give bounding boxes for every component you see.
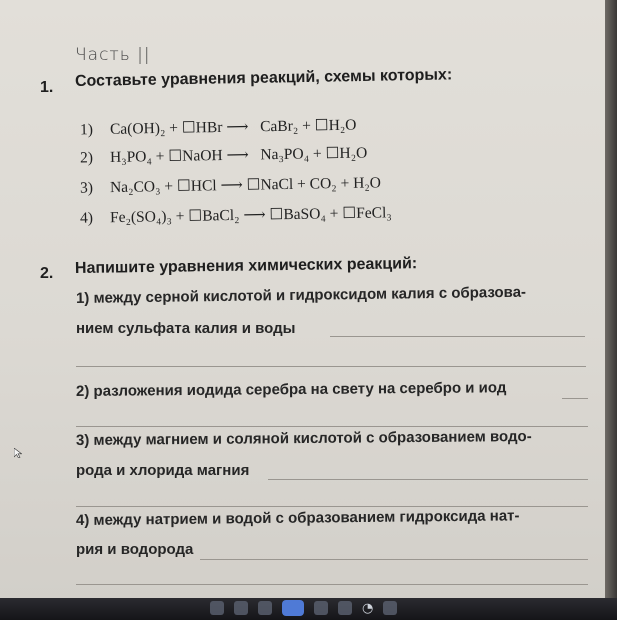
task1-title: Составьте уравнения реакций, схемы которых: bbox=[74, 66, 453, 90]
equation-number: 4) bbox=[79, 209, 94, 227]
equation-number: 2) bbox=[79, 149, 94, 167]
taskbar bbox=[0, 598, 617, 620]
taskbar-app-icon[interactable] bbox=[258, 601, 272, 615]
taskbar-browser-icon[interactable]: ◔ bbox=[362, 600, 374, 616]
task2-item-line: 1) между серной кислотой и гидроксидом калия с образова- bbox=[75, 283, 527, 307]
task1-number: 1. bbox=[40, 79, 54, 96]
answer-line bbox=[330, 336, 585, 337]
monitor-bezel bbox=[605, 0, 617, 620]
task2-title: Напишите уравнения химических реакций: bbox=[74, 255, 418, 277]
task2-item-line: 4) между натрием и водой с образованием гидроксида нат- bbox=[75, 507, 520, 529]
taskbar-app-icon[interactable] bbox=[383, 601, 397, 615]
equation-text: Ca(OH)₂ + ☐HBr ⟶ CaBr₂ + ☐H₂O bbox=[109, 116, 357, 138]
equation-text: Fe₂(SO₄)₃ + ☐BaCl₂ ⟶ ☐BaSO₄ + ☐FeCl₃ bbox=[109, 204, 392, 227]
answer-line bbox=[268, 479, 588, 480]
task2-number: 2. bbox=[40, 265, 54, 282]
taskbar-active-app-icon[interactable] bbox=[282, 600, 304, 616]
section-heading: Часть || bbox=[75, 45, 151, 65]
taskbar-app-icon[interactable] bbox=[210, 601, 224, 615]
taskbar-app-icon[interactable] bbox=[314, 601, 328, 615]
task2-item-line: 3) между магнием и соляной кислотой с образованием водо- bbox=[75, 428, 532, 449]
mouse-cursor-icon bbox=[14, 448, 22, 458]
equation-row bbox=[80, 116, 357, 140]
task2-item-line: рода и хлорида магния bbox=[76, 462, 250, 479]
equation-number: 1) bbox=[79, 121, 94, 139]
answer-line bbox=[200, 559, 588, 560]
answer-line bbox=[76, 584, 588, 585]
equation-row bbox=[80, 173, 381, 197]
equation-row bbox=[80, 143, 368, 167]
answer-line bbox=[562, 398, 588, 399]
equation-text: H₃PO₄ + ☐NaOH ⟶ Na₃PO₄ + ☐H₂O bbox=[109, 144, 368, 166]
taskbar-app-icon[interactable] bbox=[338, 601, 352, 615]
equation-row bbox=[80, 203, 392, 227]
equation-text: Na₂CO₃ + ☐HCl ⟶ ☐NaCl + CO₂ + H₂O bbox=[109, 174, 382, 197]
task2-item-line: нием сульфата калия и воды bbox=[76, 320, 296, 337]
answer-line bbox=[76, 366, 586, 367]
equation-number: 3) bbox=[79, 179, 94, 197]
task2-item-line: 2) разложения иодида серебра на свету на серебро и иод bbox=[75, 379, 507, 400]
taskbar-app-icon[interactable] bbox=[234, 601, 248, 615]
task2-item-line: рия и водорода bbox=[76, 541, 194, 558]
answer-line bbox=[76, 426, 588, 427]
